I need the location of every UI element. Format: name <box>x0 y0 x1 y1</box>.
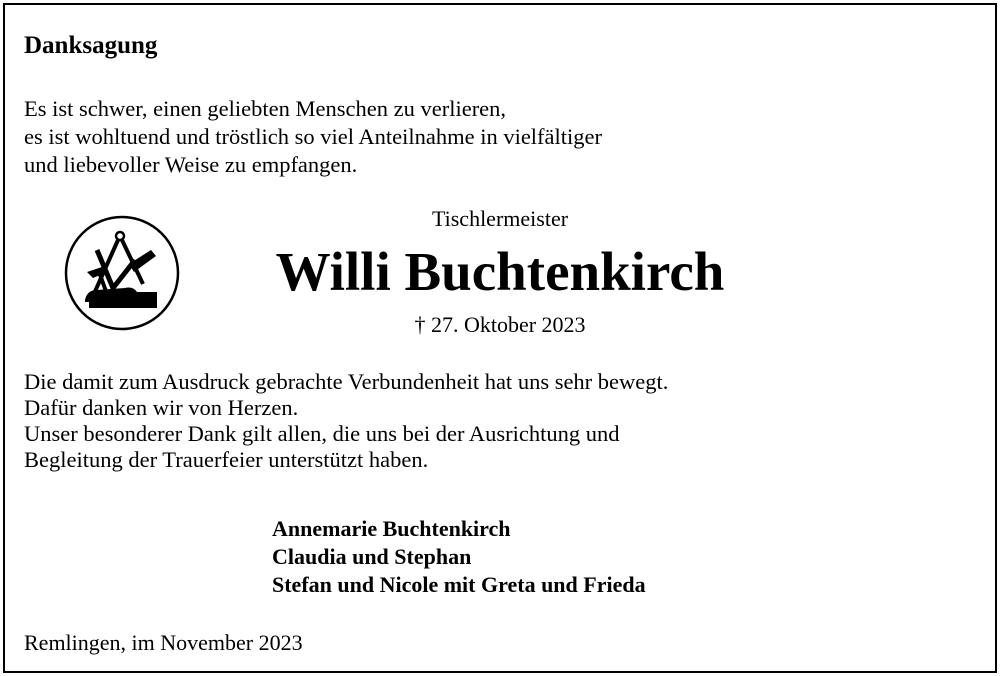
intro-line: und liebevoller Weise zu empfangen. <box>24 152 358 177</box>
carpenter-tools-emblem-icon <box>63 214 181 332</box>
intro-text <box>24 95 602 179</box>
death-date: † 27. Oktober 2023 <box>414 312 586 337</box>
signer-name: Annemarie Buchtenkirch <box>272 516 511 541</box>
place-and-date: Remlingen, im November 2023 <box>24 630 303 655</box>
thanks-line: Unser besonderer Dank gilt allen, die uns bei der Ausrichtung und <box>24 421 620 446</box>
thanks-line: Die damit zum Ausdruck gebrachte Verbundenheit hat uns sehr bewegt. <box>24 369 669 394</box>
signer-name: Stefan und Nicole mit Greta und Frieda <box>272 572 646 597</box>
thanks-line: Begleitung der Trauerfeier unterstützt haben. <box>24 447 429 472</box>
deceased-profession: Tischlermeister <box>431 206 569 231</box>
thanks-text <box>24 369 668 473</box>
intro-line: es ist wohltuend und tröstlich so viel Anteilnahme in vielfältiger <box>24 124 603 149</box>
deceased-name: Willi Buchtenkirch <box>275 241 725 302</box>
intro-line: Es ist schwer, einen geliebten Menschen zu verlieren, <box>24 96 507 121</box>
thanks-line: Dafür danken wir von Herzen. <box>24 395 299 420</box>
notice-heading: Danksagung <box>24 32 158 59</box>
signer-name: Claudia und Stephan <box>272 544 472 569</box>
signers-list <box>272 515 646 599</box>
